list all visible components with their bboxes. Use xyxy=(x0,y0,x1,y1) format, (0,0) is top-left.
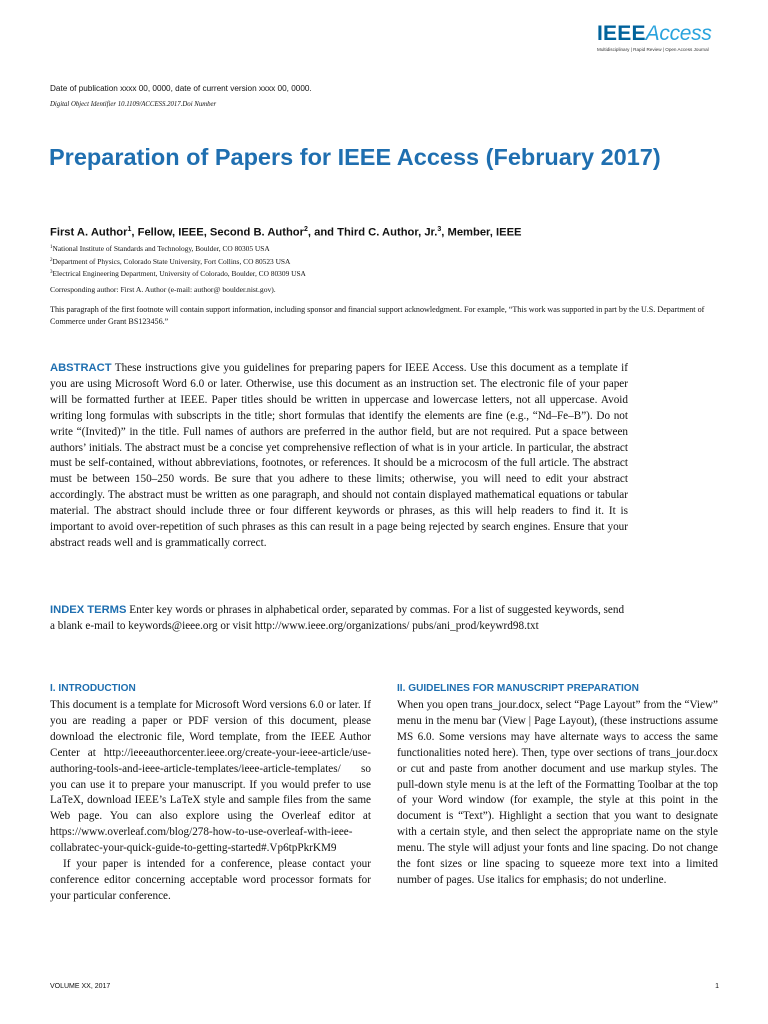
author-2-role: , and Third C. Author, Jr. xyxy=(307,226,438,239)
author-1-name: First A. Author xyxy=(50,226,128,239)
logo-brand: IEEE xyxy=(597,22,646,45)
corresponding-author: Corresponding author: First A. Author (e-mail: author@ boulder.nist.gov). xyxy=(50,285,276,294)
index-terms-label: INDEX TERMS xyxy=(50,604,127,616)
logo-tagline: Multidisciplinary | Rapid Review | Open Access Journal xyxy=(597,47,709,52)
affiliation-number: 2 xyxy=(50,257,53,263)
affiliation-text: Electrical Engineering Department, University of Colorado, Boulder, CO 80309 USA xyxy=(52,269,306,278)
affiliation-item xyxy=(50,256,306,269)
author-1-sup: 1 xyxy=(127,226,132,233)
column-right xyxy=(397,682,718,889)
column-left xyxy=(50,682,371,905)
index-terms-text: Enter key words or phrases in alphabetical order, separated by commas. For a list of suggested keywords, send a blank e-mail to keywords@ieee.org or visit http://www.ieee.org/organizations/ pubs/ani_prod/keywrd98.txt xyxy=(50,604,625,632)
intro-paragraph-1: This document is a template for Microsoft Word versions 6.0 or later. If you are reading a paper or PDF version of this document, please download the electronic file, Word template, from the IEEE Author Center at http://ieeeauthorcenter.ieee.org/create-your-ieee-article/use-authoring-tools-and-ieee-article-templates/ieee-article-templates/ so you can use it to prepare your manuscript. If you would prefer to use LaTeX, download IEEE’s LaTeX style and sample files from the same Web page. You can also explore using the Overleaf editor at https://www.overleaf.com/blog/278-how-to-use-overleaf-with-ieee-collabratec-your-quick-guide-to-getting-started#.Vp6tpPkrKM9 xyxy=(50,699,371,855)
affiliation-text: National Institute of Standards and Technology, Boulder, CO 80305 USA xyxy=(52,244,270,253)
section-heading-introduction: I. INTRODUCTION xyxy=(50,683,136,694)
affiliation-number: 1 xyxy=(50,245,53,250)
footer-volume: VOLUME XX, 2017 xyxy=(50,983,111,990)
ieee-access-logo xyxy=(597,22,719,60)
affiliation-number: 3 xyxy=(50,270,53,275)
section-heading-guidelines: II. GUIDELINES FOR MANUSCRIPT PREPARATION xyxy=(397,683,639,694)
publication-date: Date of publication xxxx 00, 0000, date of current version xxxx 00, 0000. xyxy=(50,84,312,93)
affiliation-text: Department of Physics, Colorado State University, Fort Collins, CO 80523 USA xyxy=(52,256,291,266)
index-terms xyxy=(50,603,628,635)
abstract-label: ABSTRACT xyxy=(50,362,112,374)
affiliations xyxy=(50,243,306,281)
author-3-role: , Member, IEEE xyxy=(441,226,522,239)
abstract-text: These instructions give you guidelines for preparing papers for IEEE Access. Use this document as a template if you are using Microsoft Word 6.0 or later. Otherwise, use this document as an instruction set. The electronic file of your paper will be formatted further at IEEE. Paper titles should be written in uppercase and lowercase letters, not all uppercase. Avoid writing long formulas with subscripts in the title; short formulas that identify the elements are fine (e.g., “Nd–Fe–B”). Do not write “(Invited)” in the title. Full names of authors are preferred in the author field, but are not required. Put a space between authors’ initials. The abstract must be a concise yet comprehensive reflection of what is in your article. In particular, the abstract must be self-contained, without abbreviations, footnotes, or references. It should be a microcosm of the full article. The abstract must be between 150–250 words. Be sure that you adhere to these limits; otherwise, you will need to edit your abstract accordingly. The abstract must be written as one paragraph, and should not contain displayed mathematical equations or tabular material. The abstract should include three or four different keywords or phrases, as this will help readers to find it. It is important to avoid over-repetition of such phrases as this can result in a page being rejected by search engines. Ensure that your abstract reads well and is grammatically correct. xyxy=(50,362,628,549)
author-2-sup: 2 xyxy=(303,226,308,233)
logo-product: Access xyxy=(645,22,712,45)
affiliation-item xyxy=(50,243,306,256)
paper-title: Preparation of Papers for IEEE Access (February 2017) xyxy=(49,144,661,170)
author-3-sup: 3 xyxy=(437,226,442,233)
guidelines-paragraph-1: When you open trans_jour.docx, select “Page Layout” from the “View” menu in the menu bar (View | Page Layout), (these instructions assume MS 6.0. Some versions may have alternate ways to access the same functionalities noted here). Then, type over sections of trans_jour.docx or cut and paste from another document and use markup styles. The pull-down style menu is at the left of the Formatting Toolbar at the top of your Word window (for example, the style at this point in the document is “Text”). Highlight a section that you want to designate with a certain style, and then select the appropriate name on the style menu. The style will adjust your fonts and line spacing. Do not change the font sizes or line spacing to squeeze more text into a limited number of pages. Use italics for emphasis; do not underline. xyxy=(397,699,718,886)
doi-line: Digital Object Identifier 10.1109/ACCESS.2017.Doi Number xyxy=(50,101,217,108)
abstract xyxy=(50,361,628,552)
page-number: 1 xyxy=(715,983,719,990)
author-1-role: , Fellow, IEEE, Second B. Author xyxy=(131,226,304,239)
author-list xyxy=(50,226,740,239)
intro-paragraph-2: If your paper is intended for a conference, please contact your conference editor concerning acceptable word processor formats for your particular conference. xyxy=(50,858,371,902)
support-footnote: This paragraph of the first footnote will contain support information, including sponsor and financial support acknowledgment. For example, “This work was supported in part by the U.S. Department of Commerce under Grant BS123456.” xyxy=(50,305,705,326)
affiliation-item xyxy=(50,268,306,281)
